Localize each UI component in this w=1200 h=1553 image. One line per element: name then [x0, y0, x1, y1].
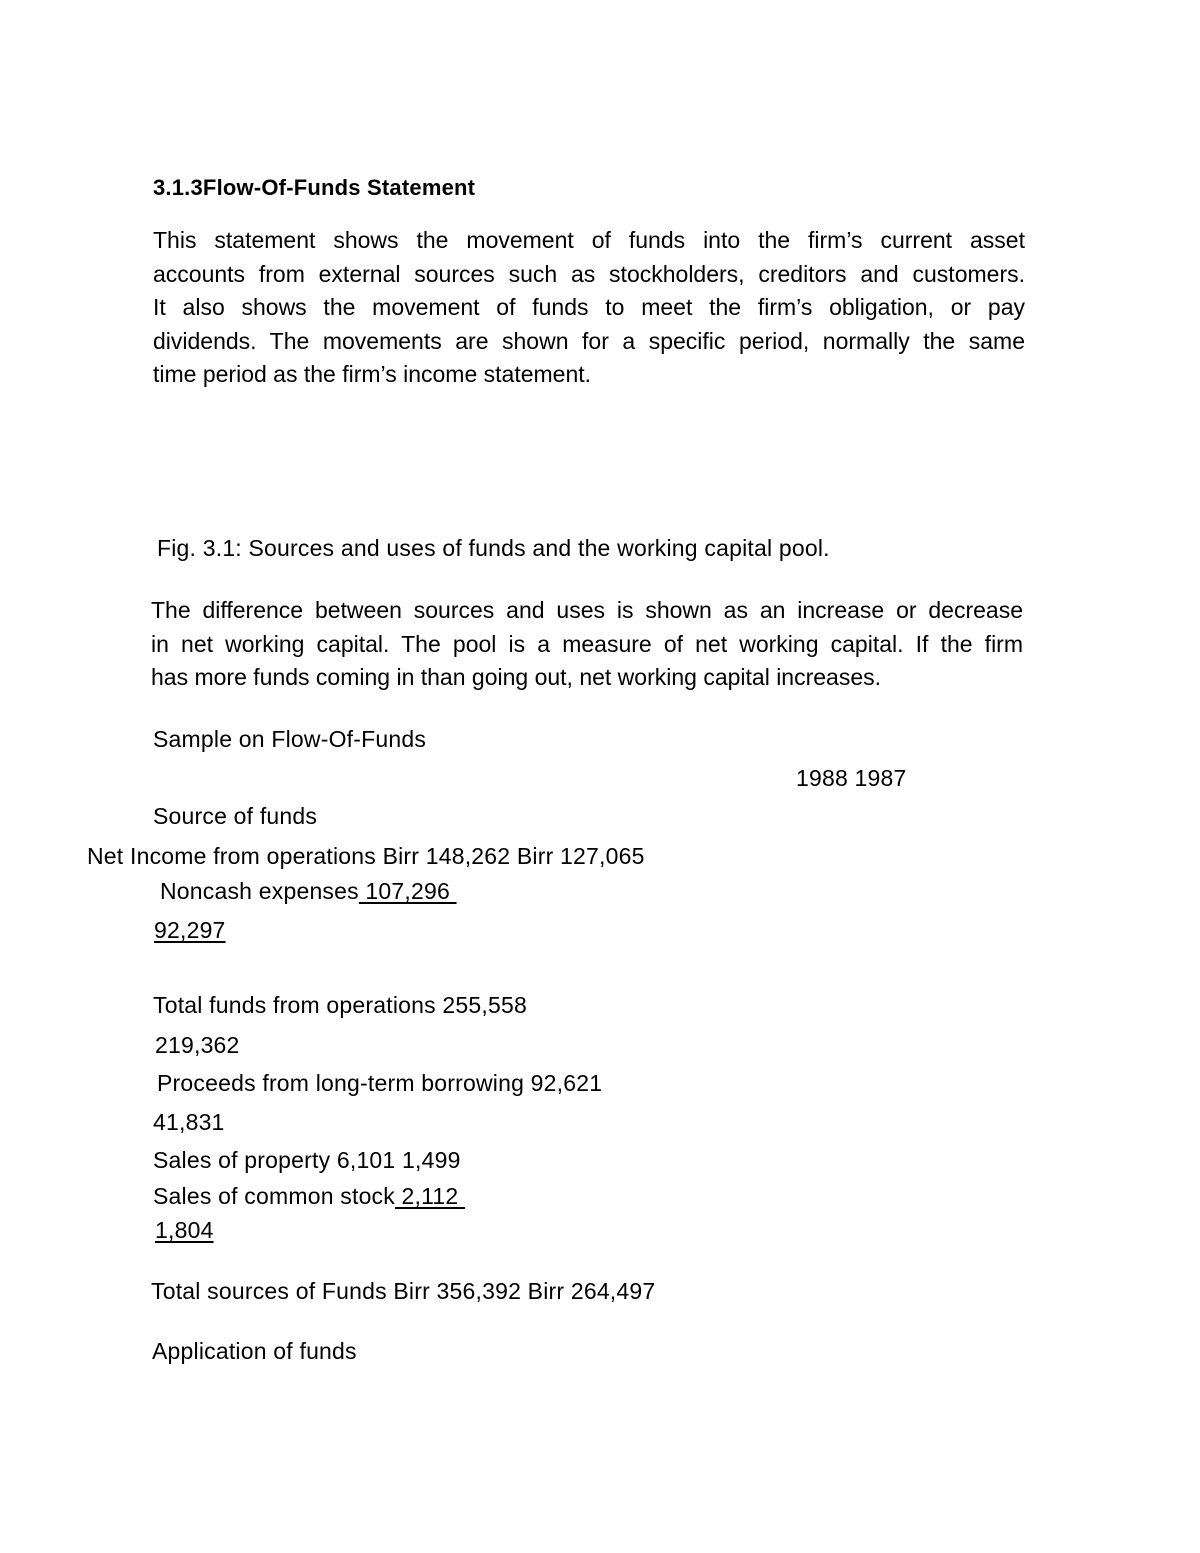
long-term-borrowing-row: Proceeds from long-term borrowing 92,621	[157, 1070, 603, 1096]
total-sources-row: Total sources of Funds Birr 356,392 Birr 264,497	[151, 1278, 656, 1304]
total-funds-from-operations-row: Total funds from operations 255,558	[153, 992, 527, 1018]
year-headers: 1988 1987	[796, 765, 907, 791]
source-of-funds-heading: Source of funds	[153, 803, 318, 829]
long-term-borrowing-1987: 41,831	[153, 1109, 225, 1135]
net-income-row: Net Income from operations Birr 148,262 Birr 127,065	[87, 843, 645, 869]
paragraph-line: dividends. The movements are shown for a specific period, normally the same	[153, 327, 1025, 354]
paragraph-line: This statement shows the movement of funds into the firm’s current asset	[153, 227, 1025, 253]
sales-of-common-stock-row	[153, 1182, 465, 1210]
noncash-expenses-label: Noncash expenses	[160, 878, 359, 904]
total-funds-from-operations-1987: 219,362	[155, 1032, 240, 1058]
sales-of-property-row: Sales of property 6,101 1,499	[153, 1147, 461, 1173]
figure-caption: Fig. 3.1: Sources and uses of funds and the working capital pool.	[157, 535, 830, 561]
noncash-expenses-row	[160, 877, 457, 905]
sales-of-common-stock-label: Sales of common stock	[153, 1183, 395, 1209]
paragraph-line: in net working capital. The pool is a measure of net working capital. If the firm	[151, 630, 1023, 657]
application-of-funds-heading: Application of funds	[152, 1338, 357, 1364]
paragraph-line: The difference between sources and uses is shown as an increase or decrease	[151, 597, 1023, 623]
paragraph-line: accounts from external sources such as stockholders, creditors and customers.	[153, 260, 1025, 287]
intro-paragraph	[153, 224, 1025, 392]
paragraph-line: time period as the firm’s income statement.	[153, 361, 592, 387]
section-heading: 3.1.3Flow-Of-Funds Statement	[153, 175, 476, 200]
sales-of-common-stock-1987: 1,804	[155, 1217, 214, 1243]
paragraph-line: It also shows the movement of funds to meet the firm’s obligation, or pay	[153, 294, 1025, 320]
noncash-expenses-1987: 92,297	[154, 917, 226, 943]
difference-paragraph	[151, 594, 1023, 695]
sample-title: Sample on Flow-Of-Funds	[153, 726, 427, 752]
sales-of-common-stock-1988: 2,112	[394, 1183, 465, 1209]
noncash-expenses-1988: 107,296	[358, 878, 457, 904]
paragraph-line: has more funds coming in than going out, net working capital increases.	[151, 664, 882, 690]
